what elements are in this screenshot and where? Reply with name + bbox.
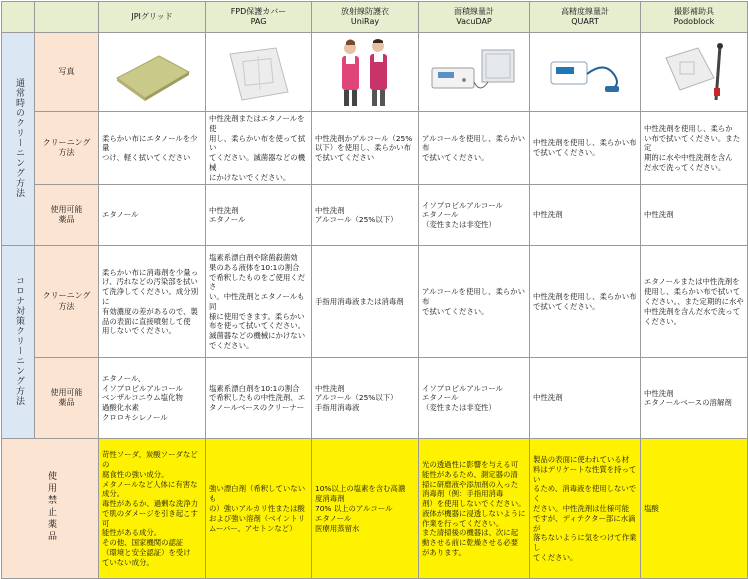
group-normal-cleaning: 通常時のクリーニング方法 (2, 33, 35, 246)
normal-cleaning-quart: 中性洗剤を使用し、柔らかい布 で拭いてください。 (530, 112, 641, 185)
corona-cleaning-vacudap: アルコールを使用し、柔らかい布 で拭いてください。 (419, 246, 530, 358)
normal-chemicals-quart: 中性洗剤 (530, 185, 641, 246)
normal-chemicals-vacudap: イソプロピルアルコール エタノール （変性または非変性） (419, 185, 530, 246)
grid-plate-icon (107, 38, 197, 106)
corona-cleaning-row (2, 246, 748, 358)
row-label-normal-chemicals: 使用可能 薬品 (35, 185, 99, 246)
corona-chemicals-jpi-grid: エタノール、 イソプロピルアルコール ベンザルコニウム塩化物 過酸化水素 クロロキシレノール (99, 358, 206, 439)
row-label-corona-chemicals: 使用可能 薬品 (35, 358, 99, 439)
normal-cleaning-row (2, 112, 748, 185)
photo-row (2, 33, 748, 112)
normal-chemicals-jpi-grid: エタノール (99, 185, 206, 246)
group-corona-cleaning: コロナ対策クリーニング方法 (2, 246, 35, 439)
corona-chemicals-quart: 中性洗剤 (530, 358, 641, 439)
product-header-jpi-grid: JPIグリッド (99, 2, 206, 33)
banned-podoblock: 塩酸 (641, 439, 748, 579)
normal-chemicals-row (2, 185, 748, 246)
group-banned-chemicals: 使用禁止薬品 (2, 439, 99, 579)
product-header-uniray: 放射線防護衣 UniRay (312, 2, 419, 33)
fpd-cover-icon (214, 38, 304, 106)
banned-quart: 製品の表面に使われている材 料はデリケートな性質を持ってい るため、消毒液を使用しないでく ださい。中性洗剤は仕様可能 ですが、ディテクター部に水滴が 落ちないように気をつけて作業し てください。 (530, 439, 641, 579)
corona-cleaning-pag: 塩素系漂白剤や除菌殺菌効 果のある液体を10:1の割合 で希釈したものをご使用くださ い。中性洗剤とエタノールも同 様に使用できます。柔らかい 布を使って拭いてください。 滅菌器などの機械にかけない でください。 (206, 246, 312, 358)
protective-apron-icon (320, 36, 410, 108)
banned-pag: 強い漂白剤（希釈していないも の）強いアルカリ性または酸 および強い溶剤（ベイントリ ムーバー、アセトンなど） (206, 439, 312, 579)
corona-chemicals-pag: 塩素系漂白剤を10:1の割合 で希釈したもの中性洗剤、エ タノールベースのクリーナー (206, 358, 312, 439)
photo-pag (206, 33, 312, 112)
row-label-normal-cleaning: クリーニング 方法 (35, 112, 99, 185)
photo-uniray (312, 33, 419, 112)
normal-cleaning-vacudap: アルコールを使用し、柔らかい布 で拭いてください。 (419, 112, 530, 185)
row-label-photo: 写真 (35, 33, 99, 112)
corona-cleaning-quart: 中性洗剤を使用し、柔らかい布 で拭いてください。 (530, 246, 641, 358)
photo-jpi-grid (99, 33, 206, 112)
photo-quart (530, 33, 641, 112)
area-dosimeter-icon (426, 38, 522, 106)
corona-chemicals-podoblock: 中性洗剤 エタノールベースの溶解剤 (641, 358, 748, 439)
normal-cleaning-jpi-grid: 柔らかい布にエタノールを少量 つけ、軽く拭いてください (99, 112, 206, 185)
header-corner-group (2, 2, 35, 33)
row-label-corona-cleaning: クリーニング 方法 (35, 246, 99, 358)
corona-chemicals-row (2, 358, 748, 439)
normal-chemicals-pag: 中性洗剤 エタノール (206, 185, 312, 246)
normal-chemicals-uniray: 中性洗剤 アルコール（25%以下） (312, 185, 419, 246)
banned-uniray: 10%以上の塩素を含む高濃 度消毒剤 70% 以上のアルコール エタノール 医療用蒸留水 (312, 439, 419, 579)
photo-podoblock (641, 33, 748, 112)
product-header-pag: FPD保護カバー PAG (206, 2, 312, 33)
corona-chemicals-uniray: 中性洗剤 アルコール（25%以下） 手指用消毒液 (312, 358, 419, 439)
normal-cleaning-pag: 中性洗剤またはエタノールを使 用し、柔らかい布を使って拭い てください。滅菌器などの機械 にかけないでください。 (206, 112, 312, 185)
normal-cleaning-podoblock: 中性洗剤を使用し、柔らか い布で拭いてください。また定 期的に水や中性洗剤を含ん だ水で洗ってください。 (641, 112, 748, 185)
banned-jpi-grid: 苛性ソーダ、炭酸ソーダなどの 腐食性の強い成分。 メタノールなど人体に有害な 成分。 毒性があるか、過剰な洗浄力 で肌のダメージを引き起こす可 能性がある成分。 その他、国家機関の認証 （環境と安全認証）を受け ていない成分。 (99, 439, 206, 579)
photo-vacudap (419, 33, 530, 112)
corona-cleaning-uniray: 手指用消毒液または消毒剤 (312, 246, 419, 358)
product-header-quart: 高精度線量計 QUART (530, 2, 641, 33)
corona-cleaning-jpi-grid: 柔らかい布に消毒剤を少量っ け、汚れなどの汚染部を拭い て洗浄してください。成分別に 有効濃度の差があるので、製 品の表面に直接噴射して使 用しないでください。 (99, 246, 206, 358)
normal-cleaning-uniray: 中性洗剤かアルコール（25% 以下）を使用し、柔らかい布 で拭いてください (312, 112, 419, 185)
header-corner-label (35, 2, 99, 33)
cleaning-guide-table (1, 1, 748, 579)
product-header-vacudap: 面積線量計 VacuDAP (419, 2, 530, 33)
positioning-aid-icon (648, 36, 740, 108)
corona-cleaning-podoblock: エタノールまたは中性洗剤を 使用し、柔らかい布で拭いて ください。、また定期的に水や 中性洗剤を含んだ水で洗って ください。 (641, 246, 748, 358)
banned-vacudap: 光の透過性に影響を与える可 能性があるため、測定器の清 掃に研磨液や添加剤の入った 消毒剤（例：手指用消毒 剤）を使用しないでください。 液体が機器に浸透しないように 作業を行ってください。 また清掃後の機器は、次に起 動させる前に乾燥させる必要 があります。 (419, 439, 530, 579)
product-header-podoblock: 撮影補助具 Podoblock (641, 2, 748, 33)
normal-chemicals-podoblock: 中性洗剤 (641, 185, 748, 246)
header-row (2, 2, 748, 33)
corona-chemicals-vacudap: イソプロピルアルコール エタノール （変性または非変性） (419, 358, 530, 439)
precision-dosimeter-icon (537, 38, 633, 106)
banned-chemicals-row (2, 439, 748, 579)
